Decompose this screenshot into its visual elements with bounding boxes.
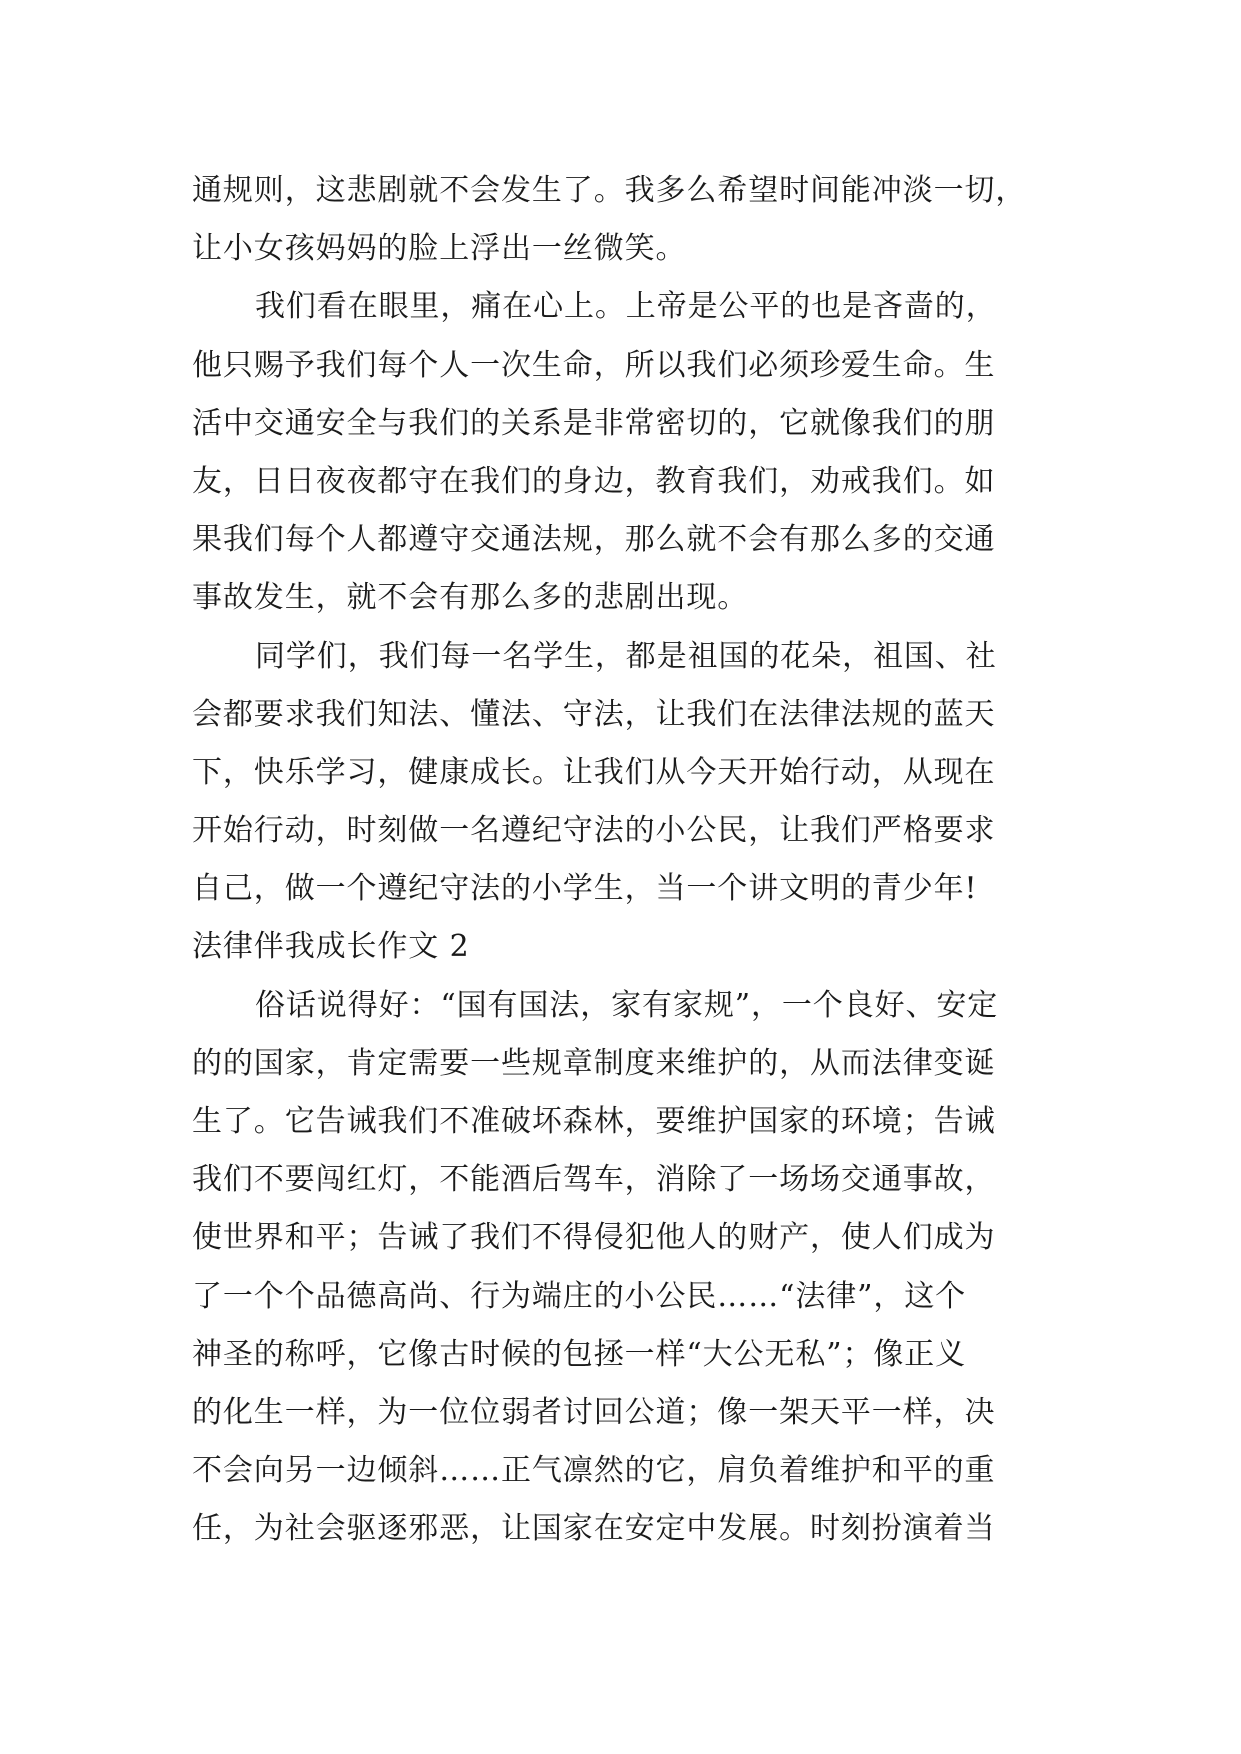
text-line: 事故发生，就不会有那么多的悲剧出现。: [192, 580, 749, 616]
heading-text: 法律伴我成长作文 2: [192, 929, 470, 965]
text-line: 的的国家，肯定需要一些规章制度来维护的，从而法律变诞: [192, 1045, 996, 1081]
text-line: 他只赐予我们每个人一次生命，所以我们必须珍爱生命。生: [192, 347, 996, 383]
document-body: [192, 162, 1054, 1559]
section-heading: [192, 918, 1054, 976]
paragraph: [192, 278, 1054, 627]
text-line: 开始行动，时刻做一名遵纪守法的小公民，让我们严格要求: [192, 813, 996, 849]
text-line: 了一个个品德高尚、行为端庄的小公民……“法律”，这个: [192, 1278, 967, 1314]
text-line: 任，为社会驱逐邪恶，让国家在安定中发展。时刻扮演着当: [192, 1511, 996, 1547]
text-line: 神圣的称呼，它像古时候的包拯一样“大公无私”；像正义: [192, 1336, 967, 1372]
text-line: 同学们，我们每一名学生，都是祖国的花朵，祖国、社: [255, 638, 997, 674]
text-line: 果我们每个人都遵守交通法规，那么就不会有那么多的交通: [192, 522, 996, 558]
text-line: 下，快乐学习，健康成长。让我们从今天开始行动，从现在: [192, 754, 996, 790]
text-line: 使世界和平；告诫了我们不得侵犯他人的财产，使人们成为: [192, 1220, 996, 1256]
text-line: 不会向另一边倾斜……正气凛然的它，肩负着维护和平的重: [192, 1453, 996, 1489]
text-line: 生了。它告诫我们不准破坏森林，要维护国家的环境；告诫: [192, 1104, 996, 1139]
text-line: 会都要求我们知法、懂法、守法，让我们在法律法规的蓝天: [192, 696, 996, 732]
paragraph: [192, 628, 1054, 919]
text-line: 友，日日夜夜都守在我们的身边，教育我们，劝戒我们。如: [192, 463, 996, 499]
text-line: 我们不要闯红灯，不能酒后驾车，消除了一场场交通事故，: [192, 1162, 996, 1198]
text-line: 通规则，这悲剧就不会发生了。我多么希望时间能冲淡一切，: [192, 173, 1027, 208]
text-line: 活中交通安全与我们的关系是非常密切的，它就像我们的朋: [192, 405, 996, 441]
text-line: 的化生一样，为一位位弱者讨回公道；像一架天平一样，决: [192, 1394, 996, 1430]
paragraph: [192, 162, 1054, 278]
text-line: 让小女孩妈妈的脸上浮出一丝微笑。: [192, 231, 687, 267]
text-line: 俗话说得好：“国有国法，家有家规”，一个良好、安定: [255, 987, 999, 1023]
paragraph: [192, 977, 1054, 1559]
text-line: 自己，做一个遵纪守法的小学生，当一个讲文明的青少年!: [192, 871, 978, 907]
text-line: 我们看在眼里，痛在心上。上帝是公平的也是吝啬的，: [255, 289, 997, 325]
